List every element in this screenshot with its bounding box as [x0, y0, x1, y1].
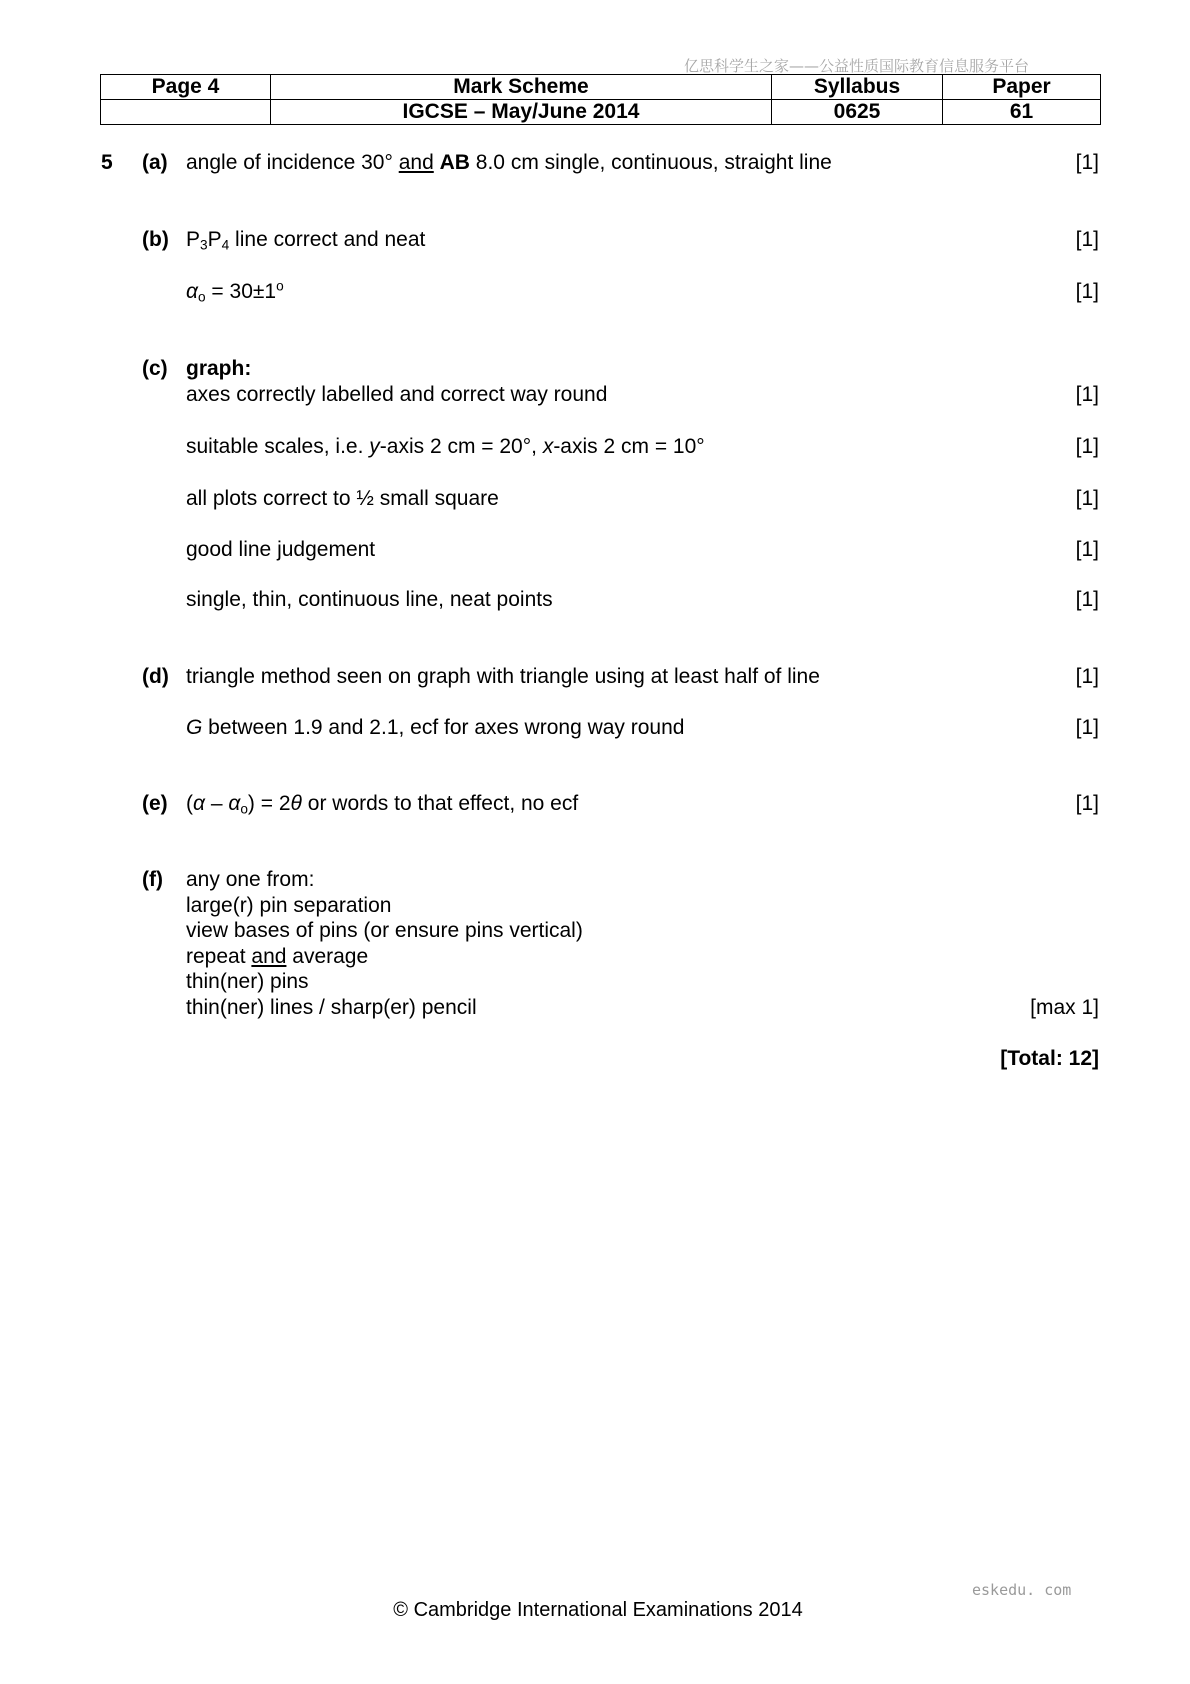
part-f-item-text: view bases of pins (or ensure pins vertical) — [186, 919, 583, 942]
part-c-text-5: single, thin, continuous line, neat points — [186, 588, 553, 611]
part-b-row-2 — [0, 279, 1190, 305]
copyright-footer — [0, 1599, 1190, 1622]
part-f-item-5 — [0, 995, 1190, 1021]
part-c-text-2: suitable scales, i.e. y-axis 2 cm = 20°, x-axis 2 cm = 10° — [186, 435, 705, 458]
copyright-text: © Cambridge International Examinations 2014 — [393, 1599, 803, 1621]
part-c-heading-row — [0, 356, 1190, 382]
part-d-label: (d) — [142, 665, 169, 688]
part-c-mark-4: [1] — [1075, 538, 1099, 561]
part-a-label: (a) — [142, 151, 168, 174]
part-d-mark-1: [1] — [1075, 665, 1099, 688]
part-f-label: (f) — [142, 868, 163, 891]
part-c-row-2 — [0, 434, 1190, 460]
part-c-heading: graph: — [186, 357, 252, 380]
header-row-1 — [101, 75, 1101, 100]
part-f-item-1 — [0, 893, 1190, 919]
header-page: Page 4 — [101, 75, 271, 100]
header-table — [100, 74, 1101, 125]
part-c-label: (c) — [142, 357, 168, 380]
part-b-mark-1: [1] — [1075, 228, 1099, 251]
part-f-item-3 — [0, 944, 1190, 970]
watermark-top: 亿思科学生之家——公益性质国际教育信息服务平台 — [684, 57, 1030, 75]
part-b-text-2: $\alpha_o = 30\pm 1^o$ — [186, 278, 284, 305]
header-row-2 — [101, 100, 1101, 125]
header-blank-cell — [101, 100, 271, 125]
part-f-item-text: repeat and average — [186, 945, 369, 968]
part-a-text: angle of incidence 30° and AB 8.0 cm single, continuous, straight line — [186, 151, 832, 174]
part-f-intro-row — [0, 867, 1190, 893]
part-f-item-text: large(r) pin separation — [186, 894, 392, 917]
part-c-mark-5: [1] — [1075, 588, 1099, 611]
part-c-text-4: good line judgement — [186, 538, 376, 561]
part-a-mark: [1] — [1075, 151, 1099, 174]
part-f-mark: [max 1] — [1030, 996, 1099, 1019]
part-e-label: (e) — [142, 792, 168, 815]
part-d-text-2: G between 1.9 and 2.1, ecf for axes wrong way round — [186, 716, 685, 739]
part-f-item-2 — [0, 918, 1190, 944]
part-d-text-1: triangle method seen on graph with triangle using at least half of line — [186, 665, 820, 688]
part-c-row-3 — [0, 486, 1190, 512]
part-b-mark-2: [1] — [1075, 280, 1099, 303]
part-c-text-1: axes correctly labelled and correct way round — [186, 383, 608, 406]
header-paper: Paper — [943, 75, 1101, 100]
part-c-row-1 — [0, 382, 1190, 408]
part-b-row-1 — [0, 227, 1190, 253]
total-row — [0, 1046, 1190, 1072]
part-f-item-text: thin(ner) lines / sharp(er) pencil — [186, 996, 477, 1019]
header-paper-number: 61 — [943, 100, 1101, 125]
part-c-mark-1: [1] — [1075, 383, 1099, 406]
question-number: 5 — [101, 151, 113, 174]
part-e-text: $(\alpha - \alpha_o) = 2\theta$ or words to that effect, no ecf — [186, 792, 579, 817]
part-c-mark-3: [1] — [1075, 487, 1099, 510]
part-b-text-1: $P_3P_4$ line correct and neat — [186, 228, 426, 253]
header-exam-session: IGCSE – May/June 2014 — [271, 100, 772, 125]
part-d-mark-2: [1] — [1075, 716, 1099, 739]
part-e-row — [0, 791, 1190, 817]
part-d-row-2 — [0, 715, 1190, 741]
part-c-row-4 — [0, 537, 1190, 563]
part-b-label: (b) — [142, 228, 169, 251]
part-a-row — [0, 150, 1190, 176]
part-e-mark: [1] — [1075, 792, 1099, 815]
header-mark-scheme: Mark Scheme — [271, 75, 772, 100]
watermark-bottom: eskedu. com — [972, 1581, 1072, 1599]
part-c-row-5 — [0, 587, 1190, 613]
header-syllabus-code: 0625 — [772, 100, 943, 125]
part-c-text-3: all plots correct to ½ small square — [186, 487, 499, 510]
part-f-item-text: thin(ner) pins — [186, 970, 309, 993]
part-f-item-4 — [0, 969, 1190, 995]
total-marks: [Total: 12] — [1000, 1047, 1099, 1070]
part-f-intro: any one from: — [186, 868, 315, 891]
part-c-mark-2: [1] — [1075, 435, 1099, 458]
header-syllabus: Syllabus — [772, 75, 943, 100]
part-d-row-1 — [0, 664, 1190, 690]
